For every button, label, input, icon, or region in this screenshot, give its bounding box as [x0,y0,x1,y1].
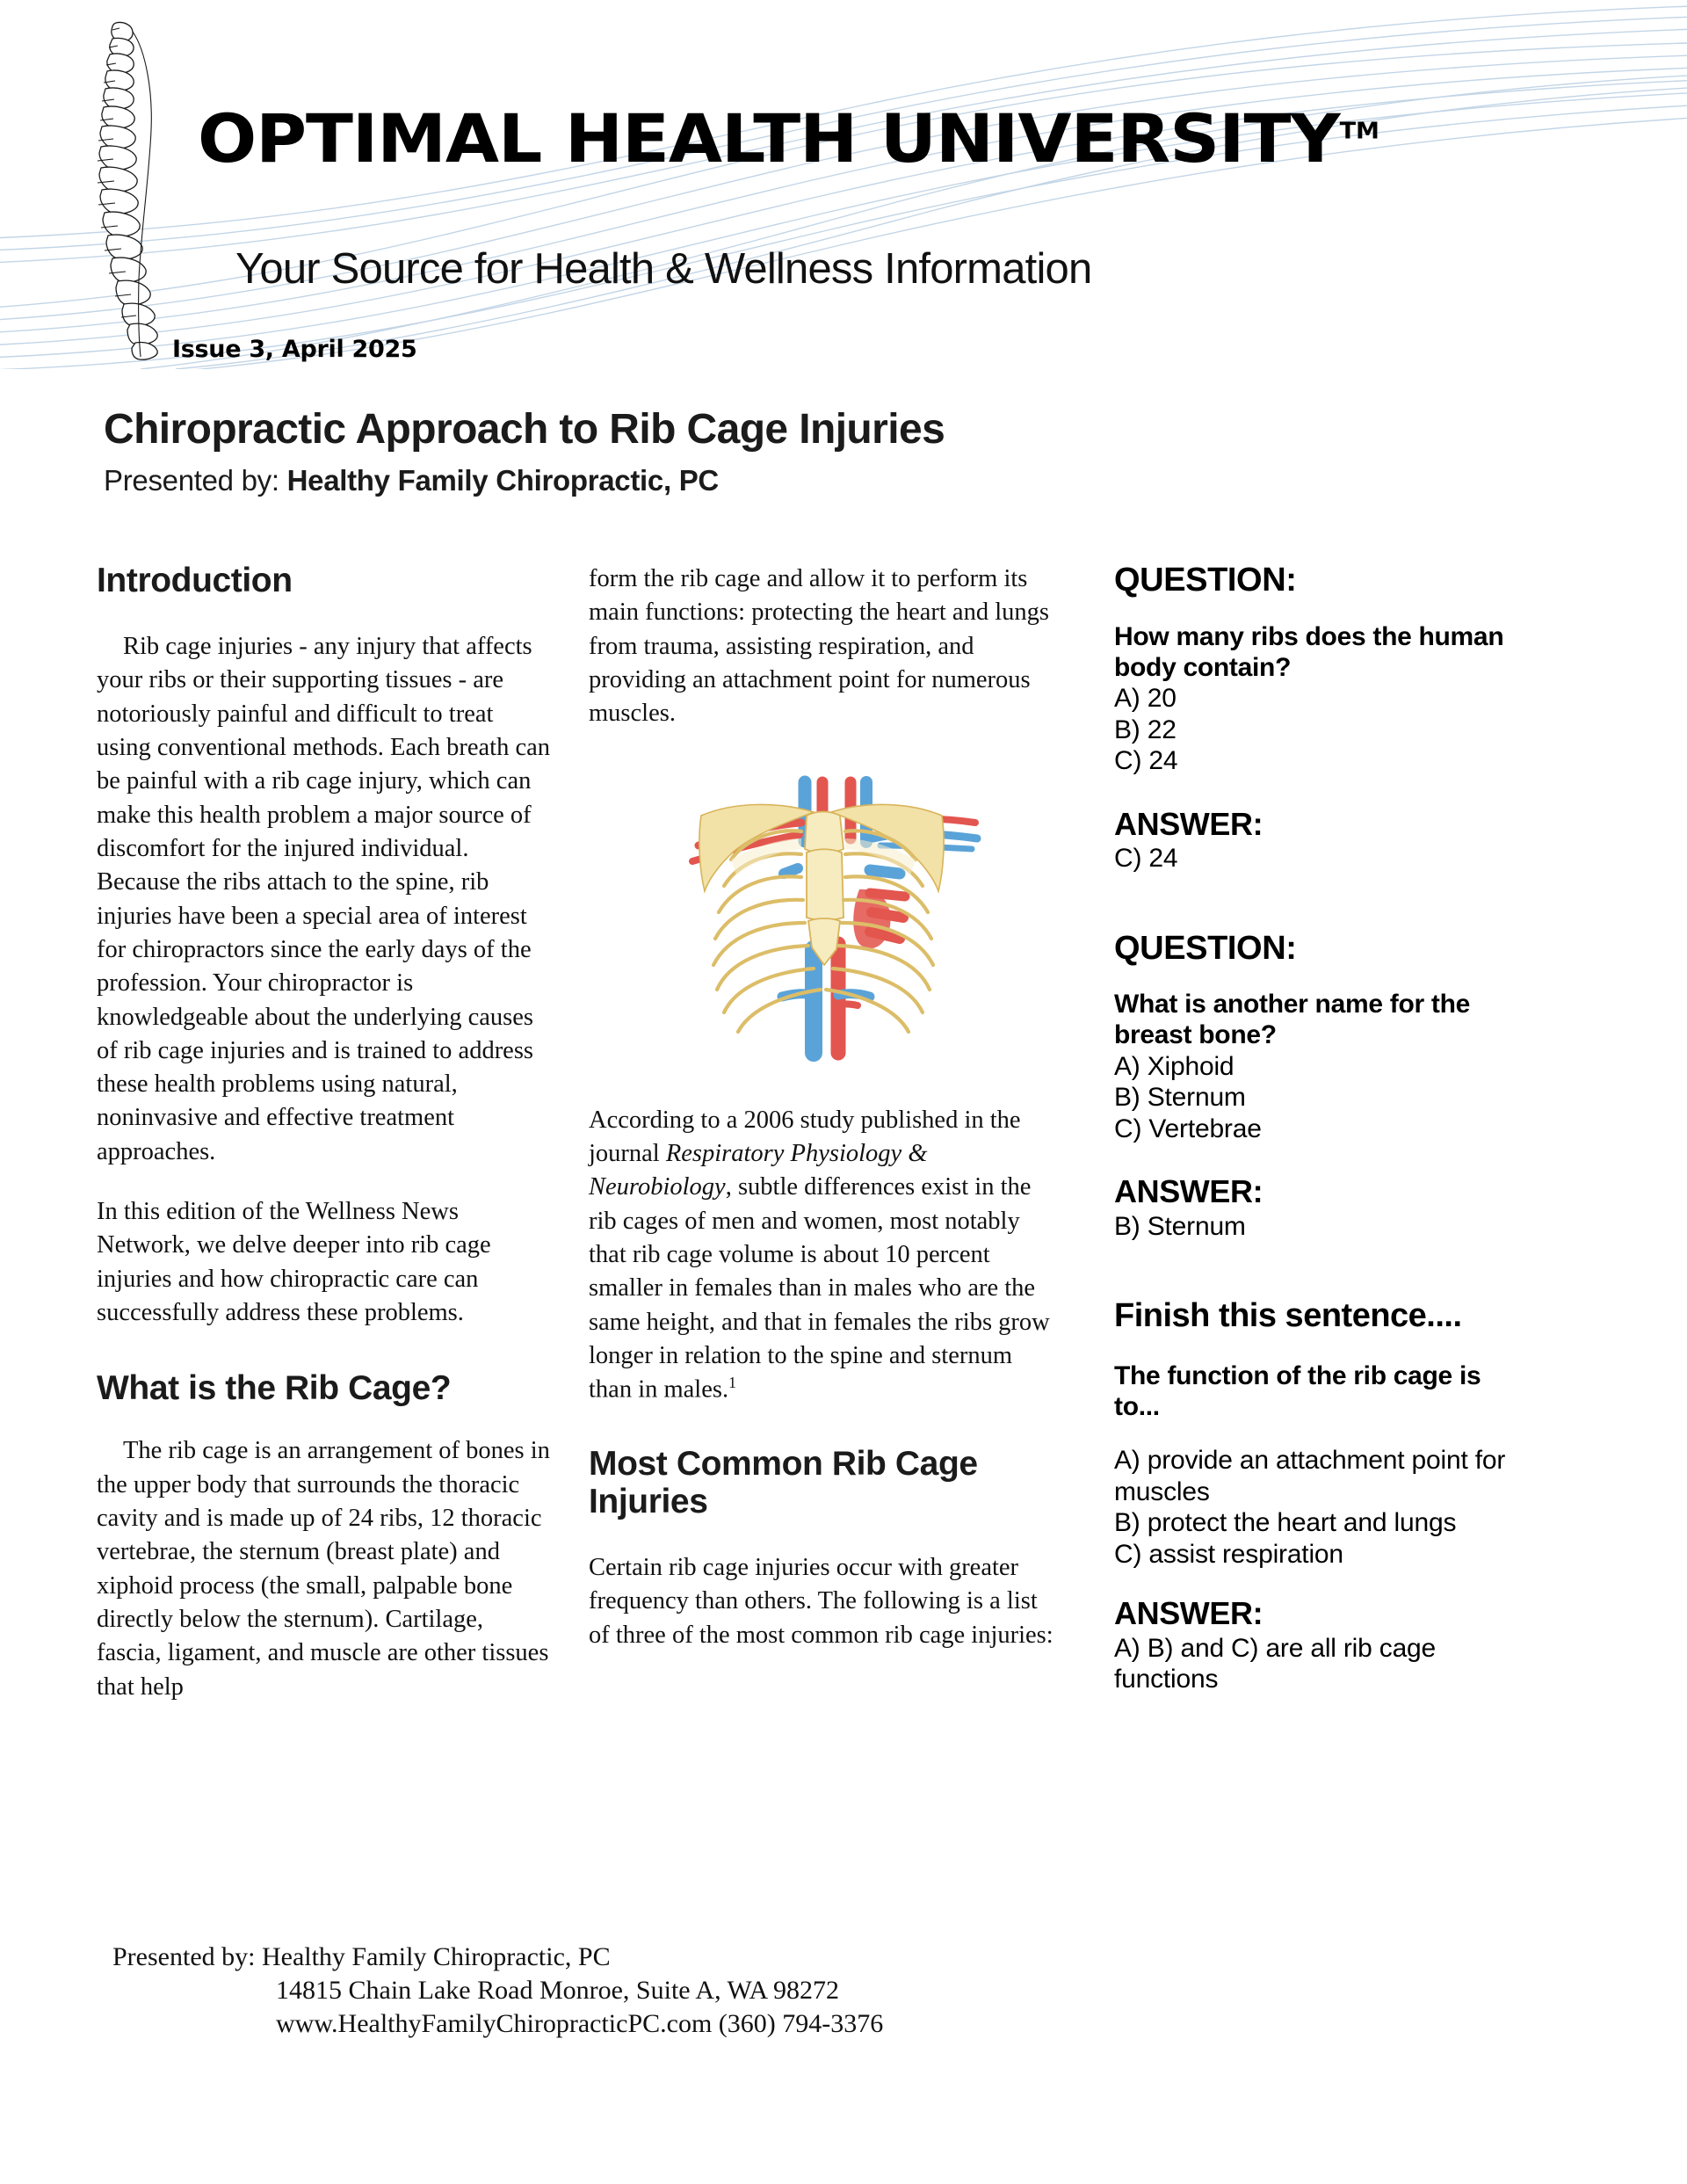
brand-tagline: Your Source for Health & Wellness Information [235,245,1092,293]
question-text-2: What is another name for the breast bone? [1114,990,1470,1050]
trademark-mark: TM [1339,118,1379,145]
question-text-1: How many ribs does the human body contain? [1114,621,1504,682]
spine-illustration-icon [77,16,174,367]
intro-paragraph-2: In this edition of the Wellness News Network, we delve deeper into rib cage injuries and how chiropractic care can successfully address these problems. [97,1198,491,1327]
answer-label-3: ANSWER: [1114,1595,1263,1632]
continuation-paragraph: form the rib cage and allow it to perform its main functions: protecting the heart and lungs from trauma, assisting respiration, and providing an attachment point for numerous muscles. [589,565,1049,728]
option-1b: B) 22 [1114,715,1177,744]
presented-by-line [104,464,1597,497]
wave-background-decoration [0,0,1687,369]
column-middle [589,562,1090,1704]
heading-what-is-rib-cage: What is the Rib Cage? [97,1369,452,1408]
qa-block-2 [1114,931,1529,1243]
option-3a: A) provide an attachment point for muscles [1114,1446,1513,1506]
finish-options [1114,1445,1529,1570]
question-label-1: QUESTION: [1114,562,1297,599]
finish-sentence-prompt: The function of the rib cage is to... [1114,1360,1481,1421]
spacer-3 [1114,1422,1529,1445]
footer-line-3: www.HealthyFamilyChiropracticPC.com (360) 794-3376 [276,2008,884,2038]
headline-block [104,406,1597,497]
spacer-1 [1114,874,1529,931]
study-text-part1: According to a 2006 study published in the journal [589,1106,1021,1167]
journal-name: Respiratory Physiology & Neurobiology [589,1139,928,1201]
rib-cage-figure [589,758,1054,1074]
issue-date: Issue 3, April 2025 [172,336,417,363]
option-2a: A) Xiphoid [1114,1051,1234,1081]
presented-by-label: Presented by: [104,463,279,497]
study-text-part2: , subtle differences exist in the rib cages of men and women, most notably that rib cage volume is about 10 percent smaller in females than in males who are the same height, and that in females the ribs grow longer in relation to the spine and sternum than in males. [589,1173,1050,1404]
ribcage-paragraph-1: The rib cage is an arrangement of bones in the upper body that surrounds the thoracic cavity and is made up of 24 ribs, 12 thoracic vertebrae, the sternum (breast plate) and xiphoid process (the small, palpable bone directly below the sternum). Cartilage, fascia, ligament, and muscle are other tissues that help [97,1437,550,1701]
practice-name: Healthy Family Chiropractic, PC [286,463,719,497]
option-1a: A) 20 [1114,684,1177,714]
footer-line-1: Presented by: Healthy Family Chiropractic, PC [112,1942,611,1971]
brand-title [198,99,1477,178]
brand-title-text: OPTIMAL HEALTH UNIVERSITY [198,99,1340,178]
heading-introduction: Introduction [97,562,293,599]
injuries-paragraph-1: Certain rib cage injuries occur with greater frequency than others. The following is a list of three of the most common rib cage injuries: [589,1553,1053,1649]
option-3b: B) protect the heart and lungs [1114,1508,1457,1538]
intro-paragraph-1: Rib cage injuries - any injury that affects your ribs or their supporting tissues - are notoriously painful and difficult to treat using conventional methods. Each breath can be painful with a rib cage injury, which can make this health problem a major source of discomfort for the injured individual. Because the ribs attach to the spine, rib injuries have been a special area of interest for chiropractors since the early days of the profession. Your chiropractor is knowledgeable about the underlying causes of rib cage injuries and is trained to address these health problems using natural, noninvasive and effective treatment approaches. [97,632,551,1165]
masthead [0,0,1687,363]
option-1c: C) 24 [1114,746,1178,776]
answer-label-1: ANSWER: [1114,805,1263,842]
rib-cage-anatomy-illustration-icon [650,758,993,1074]
answer-value-3: A) B) and C) are all rib cage functions [1114,1633,1437,1694]
question-label-2: QUESTION: [1114,929,1297,967]
footnote-marker: 1 [728,1374,736,1392]
heading-most-common-injuries: Most Common Rib Cage Injuries [589,1445,978,1520]
spacer-2 [1114,1242,1529,1298]
answer-label-2: ANSWER: [1114,1173,1263,1210]
question-options-1 [1114,683,1529,776]
answer-value-2: B) Sternum [1114,1211,1246,1241]
footer-contact-info [112,1941,1571,2040]
question-options-2 [1114,1051,1529,1144]
qa-block-1 [1114,562,1529,874]
answer-value-1: C) 24 [1114,844,1178,874]
column-left [97,562,589,1704]
article-columns [97,562,1590,1704]
qa-block-finish-sentence [1114,1298,1529,1694]
option-2c: C) Vertebrae [1114,1114,1262,1143]
option-2b: B) Sternum [1114,1083,1246,1113]
page-title: Chiropractic Approach to Rib Cage Injuries [104,406,945,453]
option-3c: C) assist respiration [1114,1539,1343,1569]
footer-line-2: 14815 Chain Lake Road Monroe, Suite A, WA 98272 [276,1975,840,2005]
column-right [1090,562,1529,1704]
finish-sentence-heading: Finish this sentence.... [1114,1297,1462,1335]
study-paragraph [589,1104,1054,1407]
